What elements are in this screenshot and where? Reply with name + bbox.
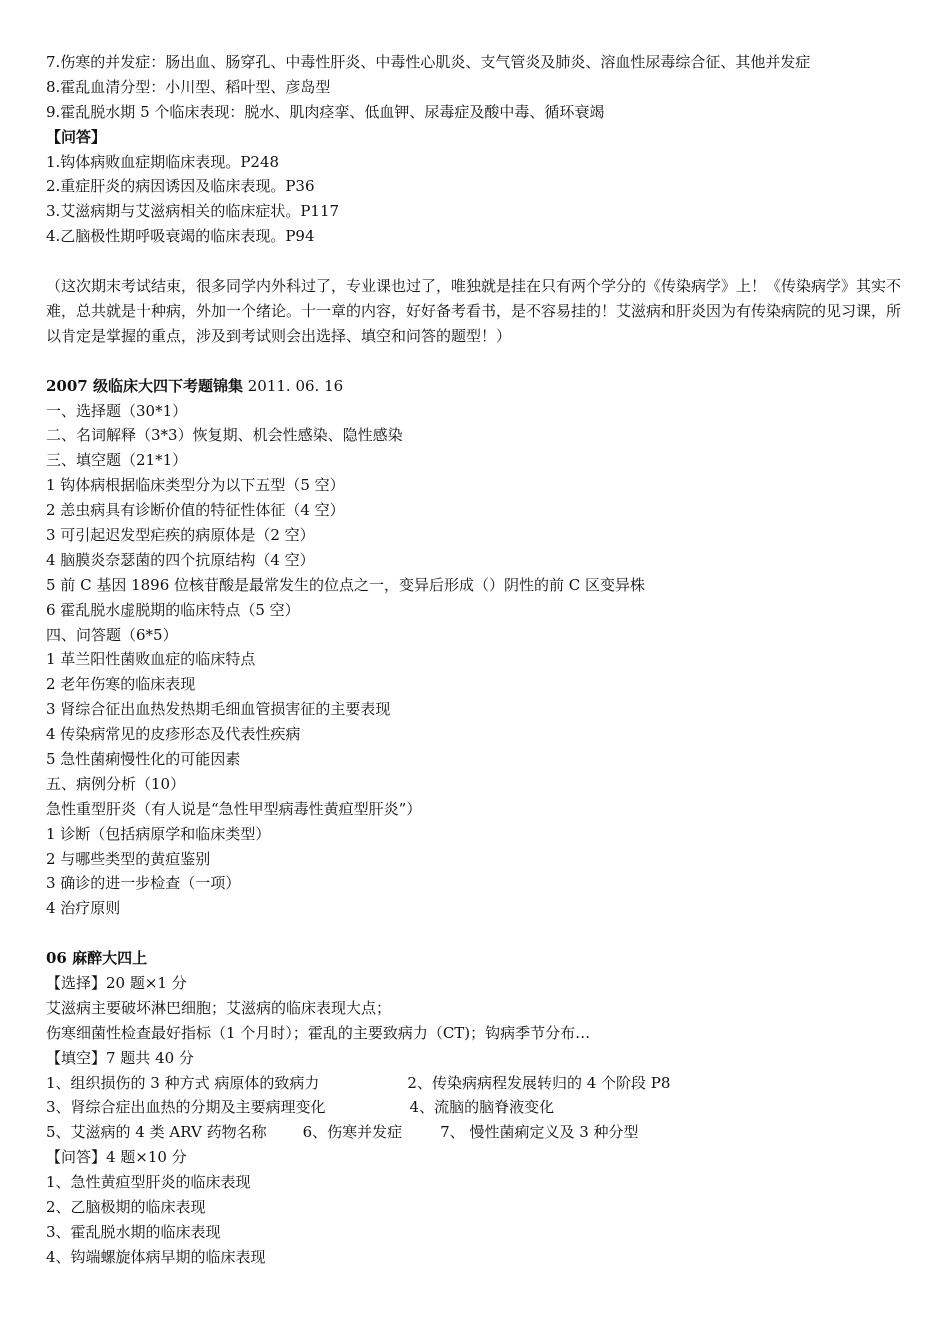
fill-item: 7、 慢性菌痢定义及 3 种分型 bbox=[440, 1123, 639, 1142]
qa-item-06: 4、钩端螺旋体病早期的临床表现 bbox=[46, 1247, 266, 1266]
qa-heading: 【问答】 bbox=[46, 127, 107, 146]
spacer bbox=[46, 249, 910, 274]
exam-line: 4 传染病常见的皮疹形态及代表性疾病 bbox=[46, 725, 301, 744]
qa-heading-06: 【问答】4 题×10 分 bbox=[46, 1148, 187, 1167]
exam-line: 4 治疗原则 bbox=[46, 899, 121, 918]
qa-item: 2.重症肝炎的病因诱因及临床表现。P36 bbox=[46, 177, 315, 196]
exam-line: 3 确诊的进一步检查（一项） bbox=[46, 874, 241, 893]
exam-line: 1 革兰阳性菌败血症的临床特点 bbox=[46, 650, 256, 669]
qa-item: 3.艾滋病期与艾滋病相关的临床症状。P117 bbox=[46, 202, 340, 221]
section-title-text: 2007 级临床大四下考题锦集 bbox=[46, 376, 243, 395]
exam-line: 1 钩体病根据临床类型分为以下五型（5 空） bbox=[46, 476, 345, 495]
exam-line: 1 诊断（包括病原学和临床类型） bbox=[46, 824, 271, 843]
exam-line: 2 老年伤寒的临床表现 bbox=[46, 675, 196, 694]
exam-line: 二、名词解释（3*3）恢复期、机会性感染、隐性感染 bbox=[46, 426, 403, 445]
exam-line: 4 脑膜炎奈瑟菌的四个抗原结构（4 空） bbox=[46, 550, 315, 569]
qa-item: 4.乙脑极性期呼吸衰竭的临床表现。P94 bbox=[46, 227, 315, 246]
exam-line: 急性重型肝炎（有人说是“急性甲型病毒性黄疸型肝炎”） bbox=[46, 799, 422, 818]
dehydration-line: 9.霍乱脱水期 5 个临床表现：脱水、肌肉痉挛、低血钾、尿毒症及酸中毒、循环衰竭 bbox=[46, 102, 605, 121]
fill-item: 3、肾综合症出血热的分期及主要病理变化 bbox=[46, 1098, 326, 1117]
fill-row bbox=[46, 1095, 910, 1120]
exam-line: 一、选择题（30*1） bbox=[46, 401, 188, 420]
section-date: 2011. 06. 16 bbox=[242, 376, 344, 395]
serotype-line: 8.霍乱血清分型：小川型、稻叶型、彦岛型 bbox=[46, 77, 331, 96]
exam-line: 三、填空题（21*1） bbox=[46, 451, 188, 470]
fill-row bbox=[46, 1120, 910, 1145]
exam-line: 五、病例分析（10） bbox=[46, 774, 186, 793]
choice-heading: 【选择】20 题×1 分 bbox=[46, 974, 187, 992]
spacer bbox=[46, 349, 910, 374]
section-title-2007 bbox=[46, 374, 910, 399]
exam-line: 5 前 C 基因 1896 位核苷酸是最常发生的位点之一，变异后形成（）阴性的前 C 区变异株 bbox=[46, 575, 646, 594]
exam-line: 5 急性菌痢慢性化的可能因素 bbox=[46, 749, 241, 768]
fill-item: 6、伤寒并发症 bbox=[302, 1123, 403, 1142]
choice-line: 艾滋病主要破坏淋巴细胞；艾滋病的临床表现大点； bbox=[46, 998, 392, 1017]
qa-item-06: 1、急性黄疸型肝炎的临床表现 bbox=[46, 1173, 251, 1192]
document-page bbox=[46, 50, 910, 1270]
exam-line: 四、问答题（6*5） bbox=[46, 625, 178, 644]
fill-item: 5、艾滋病的 4 类 ARV 药物名称 bbox=[46, 1123, 267, 1142]
exam-line: 3 肾综合征出血热发热期毛细血管损害征的主要表现 bbox=[46, 700, 391, 719]
spacer bbox=[46, 921, 910, 946]
fill-item: 4、流脑的脑脊液变化 bbox=[409, 1098, 555, 1117]
exam-line: 6 霍乱脱水虚脱期的临床特点（5 空） bbox=[46, 600, 300, 619]
exam-line: 3 可引起迟发型疟疾的病原体是（2 空） bbox=[46, 525, 315, 544]
section-title-06: 06 麻醉大四上 bbox=[46, 949, 148, 968]
exam-line: 2 恙虫病具有诊断价值的特征性体征（4 空） bbox=[46, 501, 345, 520]
fill-heading: 【填空】7 题共 40 分 bbox=[46, 1048, 194, 1067]
fill-item: 2、传染病病程发展转归的 4 个阶段 P8 bbox=[407, 1073, 671, 1092]
qa-item-06: 2、乙脑极期的临床表现 bbox=[46, 1198, 206, 1217]
choice-line: 伤寒细菌性检查最好指标（1 个月时）；霍乱的主要致病力（CT)；钩病季节分布… bbox=[46, 1023, 591, 1042]
qa-item: 1.钩体病败血症期临床表现。P248 bbox=[46, 152, 280, 171]
exam-line: 2 与哪些类型的黄疸鉴别 bbox=[46, 849, 211, 868]
fill-row bbox=[46, 1071, 910, 1096]
exam-note-paragraph: （这次期末考试结束，很多同学内外科过了，专业课也过了，唯独就是挂在只有两个学分的《传染病学》上！《传染病学》其实不难，总共就是十种病，外加一个绪论。十一章的内容，好好备考看书，是不容易挂的！艾滋病和肝炎因为有传染病院的见习课，所以肯定是掌握的重点，涉及到考试则会出选择、填空和问答的题型！） bbox=[46, 277, 902, 345]
complications-line: 7.伤寒的并发症：肠出血、肠穿孔、中毒性肝炎、中毒性心肌炎、支气管炎及肺炎、溶血性尿毒综合征、其他并发症 bbox=[46, 53, 811, 71]
qa-item-06: 3、霍乱脱水期的临床表现 bbox=[46, 1222, 221, 1241]
fill-item: 1、组织损伤的 3 种方式 病原体的致病力 bbox=[46, 1073, 320, 1092]
